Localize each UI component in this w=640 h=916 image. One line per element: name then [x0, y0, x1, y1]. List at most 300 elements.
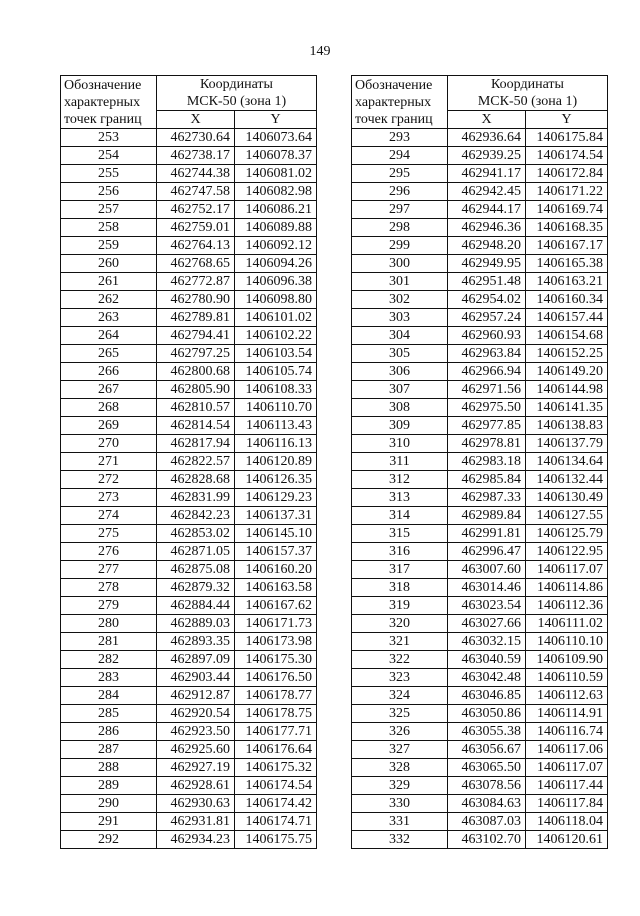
table-row: [352, 633, 608, 651]
x-coordinate-cell: 462978.81: [448, 435, 526, 453]
x-coordinate-cell: 462946.36: [448, 219, 526, 237]
table-header: [352, 76, 608, 129]
table-row: [352, 615, 608, 633]
header-line: Координаты: [491, 77, 564, 92]
coordinates-table-right: [351, 75, 608, 849]
y-coordinate-cell: 1406112.63: [526, 687, 608, 705]
x-coordinate-cell: 462987.33: [448, 489, 526, 507]
table-row: [352, 489, 608, 507]
point-number-cell: 270: [61, 435, 157, 453]
x-coordinate-cell: 463046.85: [448, 687, 526, 705]
x-header: X: [157, 111, 235, 129]
point-number-cell: 305: [352, 345, 448, 363]
x-coordinate-cell: 462989.84: [448, 507, 526, 525]
x-coordinate-cell: 462944.17: [448, 201, 526, 219]
table-row: [61, 363, 317, 381]
y-coordinate-cell: 1406105.74: [235, 363, 317, 381]
y-coordinate-cell: 1406120.61: [526, 831, 608, 849]
y-coordinate-cell: 1406127.55: [526, 507, 608, 525]
table-row: [61, 687, 317, 705]
table-row: [352, 327, 608, 345]
table-row: [352, 597, 608, 615]
table-row: [61, 309, 317, 327]
x-coordinate-cell: 462893.35: [157, 633, 235, 651]
table-row: [61, 255, 317, 273]
y-coordinate-cell: 1406117.84: [526, 795, 608, 813]
table-body: [352, 129, 608, 849]
x-coordinate-cell: 462971.56: [448, 381, 526, 399]
x-coordinate-cell: 462949.95: [448, 255, 526, 273]
point-number-cell: 276: [61, 543, 157, 561]
y-coordinate-cell: 1406157.37: [235, 543, 317, 561]
table-row: [352, 435, 608, 453]
y-coordinate-cell: 1406089.88: [235, 219, 317, 237]
point-number-cell: 323: [352, 669, 448, 687]
y-coordinate-cell: 1406141.35: [526, 399, 608, 417]
y-coordinate-cell: 1406081.02: [235, 165, 317, 183]
y-coordinate-cell: 1406163.21: [526, 273, 608, 291]
y-coordinate-cell: 1406110.70: [235, 399, 317, 417]
y-coordinate-cell: 1406114.86: [526, 579, 608, 597]
point-number-cell: 258: [61, 219, 157, 237]
y-coordinate-cell: 1406157.44: [526, 309, 608, 327]
x-coordinate-cell: 462817.94: [157, 435, 235, 453]
table-row: [352, 417, 608, 435]
header-line: характерных: [64, 94, 141, 110]
x-coordinate-cell: 462942.45: [448, 183, 526, 201]
y-coordinate-cell: 1406117.07: [526, 561, 608, 579]
x-coordinate-cell: 462948.20: [448, 237, 526, 255]
x-coordinate-cell: 462772.87: [157, 273, 235, 291]
x-coordinate-cell: 462927.19: [157, 759, 235, 777]
point-number-cell: 274: [61, 507, 157, 525]
point-number-cell: 259: [61, 237, 157, 255]
y-coordinate-cell: 1406144.98: [526, 381, 608, 399]
y-coordinate-cell: 1406178.77: [235, 687, 317, 705]
x-coordinate-cell: 463032.15: [448, 633, 526, 651]
table-row: [61, 165, 317, 183]
y-coordinate-cell: 1406078.37: [235, 147, 317, 165]
table-row: [61, 399, 317, 417]
x-coordinate-cell: 462814.54: [157, 417, 235, 435]
x-coordinate-cell: 462831.99: [157, 489, 235, 507]
coordinates-header: [157, 76, 317, 111]
point-number-cell: 307: [352, 381, 448, 399]
x-coordinate-cell: 462925.60: [157, 741, 235, 759]
x-coordinate-cell: 462853.02: [157, 525, 235, 543]
y-coordinate-cell: 1406175.75: [235, 831, 317, 849]
table-row: [352, 165, 608, 183]
x-coordinate-cell: 463102.70: [448, 831, 526, 849]
point-number-cell: 288: [61, 759, 157, 777]
point-number-cell: 277: [61, 561, 157, 579]
x-coordinate-cell: 462977.85: [448, 417, 526, 435]
x-coordinate-cell: 463023.54: [448, 597, 526, 615]
x-coordinate-cell: 462928.61: [157, 777, 235, 795]
y-header: Y: [526, 111, 608, 129]
point-number-cell: 299: [352, 237, 448, 255]
point-number-cell: 285: [61, 705, 157, 723]
table-row: [61, 561, 317, 579]
y-coordinate-cell: 1406109.90: [526, 651, 608, 669]
table-row: [352, 741, 608, 759]
x-coordinate-cell: 463040.59: [448, 651, 526, 669]
header-line: Обозначение: [355, 77, 433, 93]
point-number-cell: 321: [352, 633, 448, 651]
table-row: [352, 237, 608, 255]
x-coordinate-cell: 462931.81: [157, 813, 235, 831]
x-coordinate-cell: 462822.57: [157, 453, 235, 471]
point-number-cell: 292: [61, 831, 157, 849]
point-number-cell: 282: [61, 651, 157, 669]
point-number-cell: 315: [352, 525, 448, 543]
point-number-cell: 297: [352, 201, 448, 219]
x-coordinate-cell: 462936.64: [448, 129, 526, 147]
y-coordinate-cell: 1406138.83: [526, 417, 608, 435]
y-coordinate-cell: 1406111.02: [526, 615, 608, 633]
y-coordinate-cell: 1406073.64: [235, 129, 317, 147]
y-coordinate-cell: 1406086.21: [235, 201, 317, 219]
y-coordinate-cell: 1406145.10: [235, 525, 317, 543]
x-coordinate-cell: 462951.48: [448, 273, 526, 291]
y-coordinate-cell: 1406110.10: [526, 633, 608, 651]
table-row: [352, 255, 608, 273]
x-coordinate-cell: 462842.23: [157, 507, 235, 525]
x-coordinate-cell: 462797.25: [157, 345, 235, 363]
y-coordinate-cell: 1406178.75: [235, 705, 317, 723]
x-coordinate-cell: 463050.86: [448, 705, 526, 723]
y-coordinate-cell: 1406098.80: [235, 291, 317, 309]
table-row: [352, 201, 608, 219]
table-row: [352, 345, 608, 363]
header-line: точек границ: [355, 111, 433, 127]
point-number-cell: 322: [352, 651, 448, 669]
y-coordinate-cell: 1406169.74: [526, 201, 608, 219]
x-coordinate-cell: 463087.03: [448, 813, 526, 831]
y-coordinate-cell: 1406114.91: [526, 705, 608, 723]
y-coordinate-cell: 1406171.73: [235, 615, 317, 633]
table-row: [61, 327, 317, 345]
y-coordinate-cell: 1406092.12: [235, 237, 317, 255]
y-coordinate-cell: 1406082.98: [235, 183, 317, 201]
table-row: [352, 705, 608, 723]
x-coordinate-cell: 463027.66: [448, 615, 526, 633]
y-coordinate-cell: 1406096.38: [235, 273, 317, 291]
point-number-cell: 301: [352, 273, 448, 291]
table-row: [61, 813, 317, 831]
point-number-cell: 331: [352, 813, 448, 831]
point-number-cell: 291: [61, 813, 157, 831]
coordinates-header: [448, 76, 608, 111]
y-coordinate-cell: 1406110.59: [526, 669, 608, 687]
point-number-cell: 330: [352, 795, 448, 813]
y-coordinate-cell: 1406160.20: [235, 561, 317, 579]
point-number-cell: 260: [61, 255, 157, 273]
header-line: Обозначение: [64, 77, 142, 93]
x-coordinate-cell: 463007.60: [448, 561, 526, 579]
table-row: [352, 129, 608, 147]
header-line: точек границ: [64, 111, 142, 127]
table-row: [61, 525, 317, 543]
point-number-cell: 263: [61, 309, 157, 327]
table-row: [61, 507, 317, 525]
y-coordinate-cell: 1406134.64: [526, 453, 608, 471]
point-number-cell: 320: [352, 615, 448, 633]
table-row: [352, 561, 608, 579]
y-coordinate-cell: 1406175.32: [235, 759, 317, 777]
table-row: [352, 687, 608, 705]
point-number-cell: 327: [352, 741, 448, 759]
table-row: [61, 543, 317, 561]
x-coordinate-cell: 462985.84: [448, 471, 526, 489]
y-coordinate-cell: 1406167.62: [235, 597, 317, 615]
table-body: [61, 129, 317, 849]
table-row: [61, 777, 317, 795]
point-number-cell: 295: [352, 165, 448, 183]
y-coordinate-cell: 1406165.38: [526, 255, 608, 273]
table-row: [61, 183, 317, 201]
point-number-cell: 253: [61, 129, 157, 147]
x-coordinate-cell: 462889.03: [157, 615, 235, 633]
x-coordinate-cell: 462934.23: [157, 831, 235, 849]
y-coordinate-cell: 1406149.20: [526, 363, 608, 381]
y-coordinate-cell: 1406154.68: [526, 327, 608, 345]
x-coordinate-cell: 462805.90: [157, 381, 235, 399]
point-number-cell: 286: [61, 723, 157, 741]
x-coordinate-cell: 462780.90: [157, 291, 235, 309]
x-coordinate-cell: 462983.18: [448, 453, 526, 471]
point-number-cell: 311: [352, 453, 448, 471]
y-coordinate-cell: 1406172.84: [526, 165, 608, 183]
point-number-cell: 256: [61, 183, 157, 201]
point-number-cell: 275: [61, 525, 157, 543]
point-number-cell: 314: [352, 507, 448, 525]
y-coordinate-cell: 1406137.79: [526, 435, 608, 453]
y-coordinate-cell: 1406117.07: [526, 759, 608, 777]
x-coordinate-cell: 462764.13: [157, 237, 235, 255]
y-coordinate-cell: 1406125.79: [526, 525, 608, 543]
point-number-cell: 316: [352, 543, 448, 561]
point-number-cell: 304: [352, 327, 448, 345]
x-coordinate-cell: 462768.65: [157, 255, 235, 273]
point-number-cell: 293: [352, 129, 448, 147]
point-number-cell: 287: [61, 741, 157, 759]
x-header: X: [448, 111, 526, 129]
table-row: [352, 777, 608, 795]
x-coordinate-cell: 462923.50: [157, 723, 235, 741]
x-coordinate-cell: 462963.84: [448, 345, 526, 363]
y-coordinate-cell: 1406103.54: [235, 345, 317, 363]
y-coordinate-cell: 1406171.22: [526, 183, 608, 201]
table-row: [61, 489, 317, 507]
point-number-cell: 254: [61, 147, 157, 165]
table-row: [61, 471, 317, 489]
y-coordinate-cell: 1406130.49: [526, 489, 608, 507]
point-number-cell: 317: [352, 561, 448, 579]
point-number-cell: 309: [352, 417, 448, 435]
x-coordinate-cell: 463055.38: [448, 723, 526, 741]
table-row: [61, 381, 317, 399]
header-line: характерных: [355, 94, 432, 110]
y-coordinate-cell: 1406174.42: [235, 795, 317, 813]
y-coordinate-cell: 1406177.71: [235, 723, 317, 741]
x-coordinate-cell: 463056.67: [448, 741, 526, 759]
y-coordinate-cell: 1406175.84: [526, 129, 608, 147]
table-row: [61, 579, 317, 597]
table-row: [61, 651, 317, 669]
x-coordinate-cell: 463078.56: [448, 777, 526, 795]
x-coordinate-cell: 463042.48: [448, 669, 526, 687]
x-coordinate-cell: 462730.64: [157, 129, 235, 147]
table-row: [352, 273, 608, 291]
x-coordinate-cell: 462975.50: [448, 399, 526, 417]
y-coordinate-cell: 1406102.22: [235, 327, 317, 345]
y-coordinate-cell: 1406174.71: [235, 813, 317, 831]
x-coordinate-cell: 462744.38: [157, 165, 235, 183]
point-number-cell: 268: [61, 399, 157, 417]
x-coordinate-cell: 463065.50: [448, 759, 526, 777]
point-number-cell: 280: [61, 615, 157, 633]
y-coordinate-cell: 1406126.35: [235, 471, 317, 489]
point-number-cell: 265: [61, 345, 157, 363]
page-number: 149: [309, 44, 331, 59]
y-coordinate-cell: 1406118.04: [526, 813, 608, 831]
point-number-cell: 303: [352, 309, 448, 327]
table-row: [352, 723, 608, 741]
point-number-cell: 328: [352, 759, 448, 777]
table-row: [61, 633, 317, 651]
header-line: МСК-50 (зона 1): [477, 94, 578, 109]
table-row: [61, 237, 317, 255]
point-number-cell: 306: [352, 363, 448, 381]
table-row: [352, 399, 608, 417]
point-number-cell: 296: [352, 183, 448, 201]
y-coordinate-cell: 1406122.95: [526, 543, 608, 561]
point-number-cell: 255: [61, 165, 157, 183]
point-number-cell: 294: [352, 147, 448, 165]
x-coordinate-cell: 462800.68: [157, 363, 235, 381]
x-coordinate-cell: 462912.87: [157, 687, 235, 705]
y-coordinate-cell: 1406176.64: [235, 741, 317, 759]
table-row: [61, 831, 317, 849]
point-number-cell: 266: [61, 363, 157, 381]
point-number-cell: 264: [61, 327, 157, 345]
table-row: [61, 345, 317, 363]
x-coordinate-cell: 462752.17: [157, 201, 235, 219]
x-coordinate-cell: 462875.08: [157, 561, 235, 579]
table-row: [352, 219, 608, 237]
y-coordinate-cell: 1406137.31: [235, 507, 317, 525]
point-designation-header: [61, 76, 157, 129]
point-number-cell: 318: [352, 579, 448, 597]
y-coordinate-cell: 1406174.54: [235, 777, 317, 795]
table-row: [61, 795, 317, 813]
header-line: МСК-50 (зона 1): [186, 94, 287, 109]
point-number-cell: 313: [352, 489, 448, 507]
y-coordinate-cell: 1406167.17: [526, 237, 608, 255]
x-coordinate-cell: 462789.81: [157, 309, 235, 327]
table-row: [352, 831, 608, 849]
x-coordinate-cell: 462941.17: [448, 165, 526, 183]
x-coordinate-cell: 462897.09: [157, 651, 235, 669]
x-coordinate-cell: 462747.58: [157, 183, 235, 201]
point-number-cell: 273: [61, 489, 157, 507]
x-coordinate-cell: 462930.63: [157, 795, 235, 813]
table-row: [352, 183, 608, 201]
table-row: [61, 417, 317, 435]
point-number-cell: 261: [61, 273, 157, 291]
table-row: [61, 129, 317, 147]
x-coordinate-cell: 462957.24: [448, 309, 526, 327]
table-row: [352, 651, 608, 669]
table-row: [352, 381, 608, 399]
x-coordinate-cell: 462996.47: [448, 543, 526, 561]
y-coordinate-cell: 1406094.26: [235, 255, 317, 273]
point-number-cell: 257: [61, 201, 157, 219]
y-coordinate-cell: 1406120.89: [235, 453, 317, 471]
point-designation-header: [352, 76, 448, 129]
x-coordinate-cell: 462879.32: [157, 579, 235, 597]
x-coordinate-cell: 463084.63: [448, 795, 526, 813]
table-row: [61, 759, 317, 777]
table-row: [352, 453, 608, 471]
point-number-cell: 262: [61, 291, 157, 309]
point-number-cell: 326: [352, 723, 448, 741]
point-number-cell: 319: [352, 597, 448, 615]
y-coordinate-cell: 1406108.33: [235, 381, 317, 399]
y-coordinate-cell: 1406160.34: [526, 291, 608, 309]
y-coordinate-cell: 1406173.98: [235, 633, 317, 651]
table-row: [352, 579, 608, 597]
table-row: [61, 201, 317, 219]
point-number-cell: 298: [352, 219, 448, 237]
table-row: [61, 597, 317, 615]
table-row: [61, 291, 317, 309]
y-coordinate-cell: 1406132.44: [526, 471, 608, 489]
point-number-cell: 279: [61, 597, 157, 615]
x-coordinate-cell: 462939.25: [448, 147, 526, 165]
y-coordinate-cell: 1406117.44: [526, 777, 608, 795]
x-coordinate-cell: 462759.01: [157, 219, 235, 237]
table-row: [61, 147, 317, 165]
point-number-cell: 278: [61, 579, 157, 597]
table-row: [352, 363, 608, 381]
table-row: [352, 759, 608, 777]
x-coordinate-cell: 462871.05: [157, 543, 235, 561]
x-coordinate-cell: 462738.17: [157, 147, 235, 165]
table-header: [61, 76, 317, 129]
point-number-cell: 302: [352, 291, 448, 309]
table-row: [352, 147, 608, 165]
table-row: [352, 309, 608, 327]
table-row: [61, 453, 317, 471]
y-coordinate-cell: 1406116.13: [235, 435, 317, 453]
table-row: [352, 525, 608, 543]
table-row: [61, 705, 317, 723]
y-coordinate-cell: 1406176.50: [235, 669, 317, 687]
y-coordinate-cell: 1406174.54: [526, 147, 608, 165]
y-coordinate-cell: 1406129.23: [235, 489, 317, 507]
y-coordinate-cell: 1406168.35: [526, 219, 608, 237]
x-coordinate-cell: 462920.54: [157, 705, 235, 723]
point-number-cell: 332: [352, 831, 448, 849]
point-number-cell: 329: [352, 777, 448, 795]
x-coordinate-cell: 462828.68: [157, 471, 235, 489]
table-row: [352, 507, 608, 525]
table-row: [61, 615, 317, 633]
point-number-cell: 272: [61, 471, 157, 489]
table-row: [61, 219, 317, 237]
